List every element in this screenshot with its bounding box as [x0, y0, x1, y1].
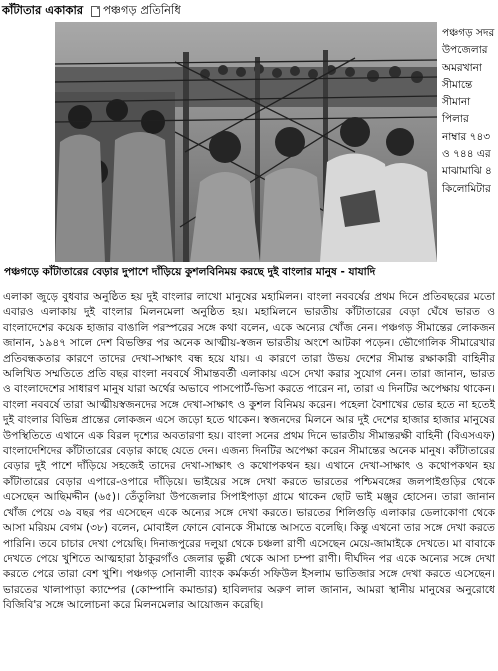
- border-crowd-photo: [55, 22, 437, 262]
- sidebar-text: পঞ্চগড় সদর উপজেলার অমরখানা সীমান্তে সীমানা পিলার নাম্বার ৭৪৩ ও ৭৪৪ এর মাঝামাঝি ৪ কিলোমিটার: [442, 27, 495, 195]
- article-header: [2, 2, 181, 20]
- news-photo: [55, 22, 437, 262]
- article-title: কাঁটাতার একাকার: [2, 2, 84, 17]
- article-body: [3, 290, 495, 614]
- article-paragraph: এলাকা জুড়ে বুধবার অনুষ্ঠিত হয় দুই বাংলার লাখো মানুষের মহামিলন। বাংলা নববর্ষের প্রথম দিনে প্রতিবছরের মতো এবারও এলাকায় দুই বাংলার মিলনমেলা অনুষ্ঠিত হয়। মহামিলনে ভারতীয় কাঁটাতারের বেড়া ঘেঁষে ভারত ও বাংলাদেশের কয়েক হাজার বাঙালি পরস্পরের সঙ্গে কথা বলেন, একে অন্যের খোঁজ নেন। পঞ্চগড় সীমান্তের লোকজন জানান, ১৯৪৭ সালে দেশ বিভক্তির পর অনেক আত্মীয়-স্বজন ভারতীয় অংশে আটকা পড়েন। ভৌগোলিক সীমারেখার প্রতিবন্ধকতার কারণে তাদের দেখা-সাক্ষাৎ বন্ধ হয়ে যায়। এ কারণে তারা উভয় দেশের সীমান্ত রক্ষাকারী বাহিনীর অলিখিত সম্মতিতে প্রতি বছর বাংলা নববর্ষে সীমান্তবর্তী এলাকায় এসে দেখা করার সুযোগ নেন। তারা জানান, ভারত ও বাংলাদেশের সাধারণ মানুষ যারা অর্থের অভাবে পাসপোর্ট-ভিসা করতে পারেন না, তারা এ দিনটির অপেক্ষায় থাকেন। বাংলা নববর্ষে তারা আত্মীয়স্বজনদের সঙ্গে দেখা-সাক্ষাৎ ও কুশল বিনিময় করেন। পহেলা বৈশাখের ভোর হতে না হতেই দুই বাংলার বিভিন্ন প্রান্তের লোকজন এসে জড়ো হতে থাকেন। স্বজনদের মিলনে আর দুই দেশের হাজার হাজার মানুষের উপস্থিতিতে এখানে এক বিরল দৃশ্যের অবতারণা হয়। বাংলা সনের প্রথম দিনে ভারতীয় সীমান্তরক্ষী বাহিনী (বিএসএফ) বাংলাদেশিদের কাঁটাতারের বেড়ার কাছে যেতে দেন। এজন্য দিনটির অপেক্ষা করেন সীমান্তের অনেক মানুষ। কাঁটাতারের বেড়ার দুই পাশে দাঁড়িয়ে সহজেই তাদের দেখা-সাক্ষাৎ ও কথোপকথন হয়। এখানে দেখা-সাক্ষাৎ ও কথোপকথন হয় কাঁটাতারের বেড়ার এপারে-ওপারে দাঁড়িয়ে। ভাইয়ের সঙ্গে দেখা করতে ভারতের পশ্চিমবঙ্গের জলপাইগুড়ির থেকে এসেছেন আছিমদ্দীন (৬৫)। তেঁতুলিয়া উপজেলার সিপাইপাড়া গ্রামে থাকেন ছোট ভাই মঞ্জুর হোসেন। তারা জানান খোঁজ পেয়ে ৩৯ বছর পর এসেছেন একে অন্যের সঙ্গে দেখা করতে। ভারতের শিলিগুড়ি এলাকার ডেলাকোণা থেকে আসা মরিয়ম বেগম (৩৮) বলেন, মোবাইল ফোনে বোনকে সীমান্তে আসতে বলেছি। কিন্তু এখনো তার সঙ্গে দেখা করতে পারিনি। তবে চাচার দেখা পেয়েছি। দিনাজপুরের দলুয়া থেকে চঞ্চলা রাণী এসেছেন মেয়ে-জামাইকে দেখতে। মা বাবাকে দেখতে পেয়ে খুশিতে আত্মহারা ঠাকুরগাঁও জেলার ভুল্লী থেকে আসা চম্পা রাণী। দীর্ঘদিন পর একে অন্যের সঙ্গে দেখা করতে পেরে তারা বেশ খুশি। পঞ্চগড় সোনালী ব্যাংক কর্মকর্তা সফিউল ইসলাম ভাতিজার সঙ্গে দেখা করতে এসেছেন। ভারতের খালাপাড়া ক্যাম্পের (কোম্পানি কমান্ডার) হাবিলদার অরুণ লাল জানান, আমরা স্থানীয় মানুষের অনুরোধে বিজিবি'র সঙ্গে আলোচনা করে মিলনমেলার আয়োজন করেছি।: [3, 291, 495, 612]
- document-icon: [91, 6, 100, 17]
- article-source: পঞ্চগড় প্রতিনিধি: [103, 2, 181, 17]
- photo-caption: পঞ্চগড়ে কাঁটাতারের বেড়ার দুপাশে দাঁড়িয়ে কুশলবিনিময় করছে দুই বাংলার মানুষ - যাযাদি: [4, 266, 376, 278]
